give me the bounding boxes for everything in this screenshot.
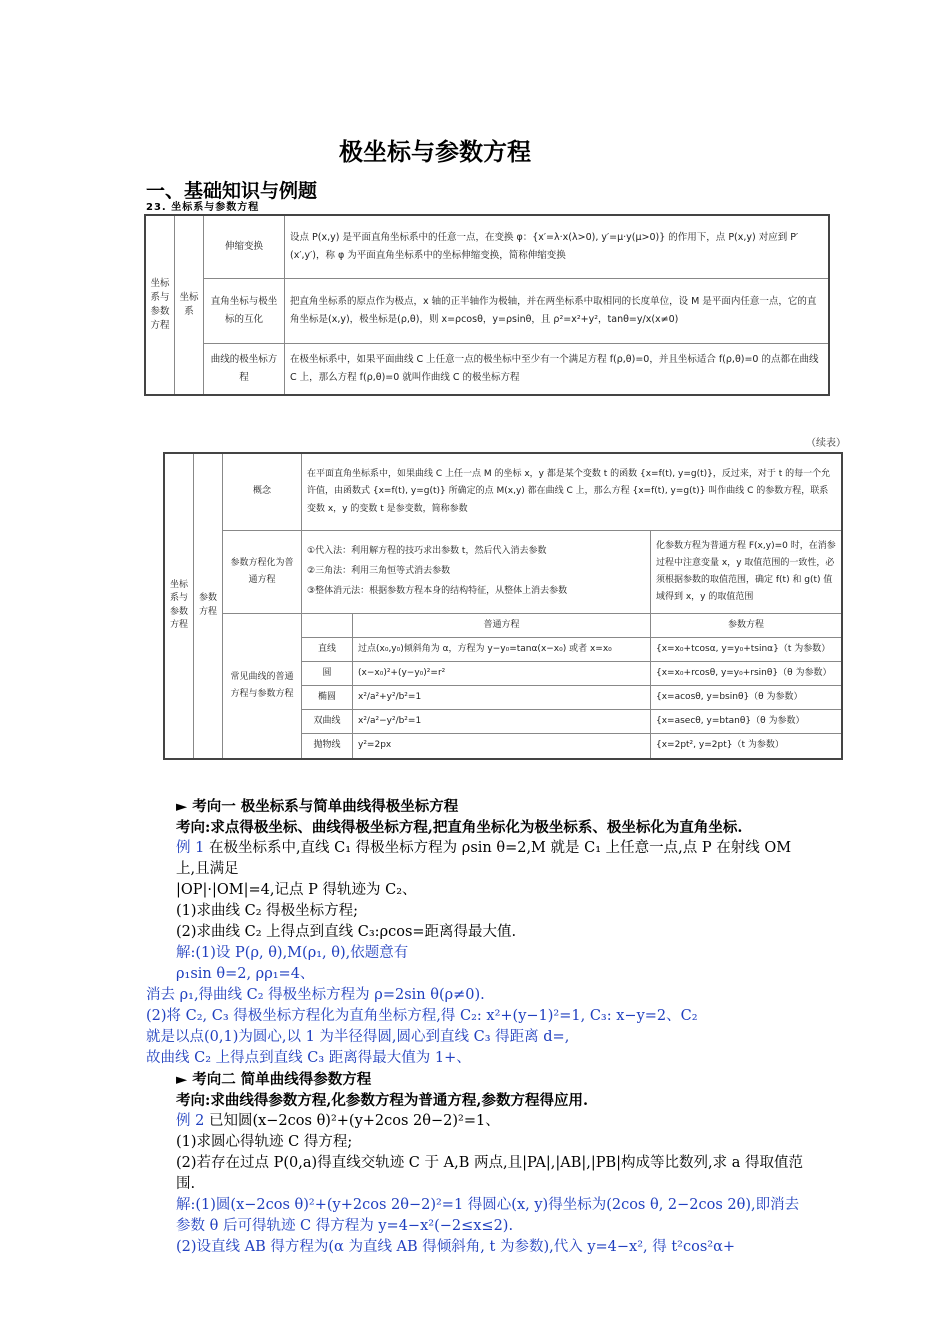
direction-1-title: ► 考向一 极坐标系与简单曲线得极坐标方程	[176, 798, 459, 815]
common-curves-label: 常见曲线的普通方程与参数方程	[223, 614, 302, 759]
table1-outer-label: 坐标系与参数方程	[145, 215, 175, 395]
solution-1-line: 就是以点(0,1)为圆心,以 1 为半径得圆,圆心到直线 C₃ 得距离 d=,	[146, 1029, 570, 1045]
solution-1-line: 解:(1)设 P(ρ, θ),M(ρ₁, θ),依题意有	[176, 945, 409, 961]
section-heading: 一、基础知识与例题	[146, 180, 318, 202]
solution-1-line: (2)将 C₂, C₃ 得极坐标方程化为直角坐标方程,得 C₂: x²+(y−1)²=1, C₃: x−y=2、C₂	[146, 1008, 698, 1024]
solution-2-line: (2)设直线 AB 得方程为(α 为直线 AB 得倾斜角, t 为参数),代入 y=4−x², 得 t²cos²α+	[176, 1239, 736, 1255]
curve-param: {x=x₀+tcosα, y=y₀+tsinα}（t 为参数）	[651, 638, 843, 662]
curve-normal: x²/a²+y²/b²=1	[353, 686, 651, 710]
example-2-question-1: (1)求圆心得轨迹 C 得方程;	[176, 1134, 353, 1150]
direction-2-title: ► 考向二 简单曲线得参数方程	[176, 1071, 372, 1088]
example-1-question-1: (1)求曲线 C₂ 得极坐标方程;	[176, 903, 359, 919]
example-2-question-2: (2)若存在过点 P(0,a)得直线交轨迹 C 于 A,B 两点,且|PA|,|AB|,|PB|构成等比数列,求 a 得取值范围.	[176, 1155, 804, 1192]
convert-method: ③整体消元法：根据参数方程本身的结构特征，从整体上消去参数	[307, 585, 568, 596]
page-title: 极坐标与参数方程	[339, 137, 531, 166]
row-content: 在极坐标系中，如果平面曲线 C 上任意一点的极坐标中至少有一个满足方程 f(ρ,θ)=0，并且坐标适合 f(ρ,θ)=0 的点都在曲线 C 上，那么方程 f(ρ,θ)=0 就叫作曲线 C 的极坐标方程	[285, 344, 830, 396]
curve-normal: x²/a²−y²/b²=1	[353, 710, 651, 734]
col-param: 参数方程	[651, 614, 843, 638]
direction-1-desc: 考向:求点得极坐标、曲线得极坐标方程,把直角坐标化为极坐标系、极坐标化为直角坐标.	[176, 819, 743, 836]
row-content: 把直角坐标系的原点作为极点，x 轴的正半轴作为极轴，并在两坐标系中取相同的长度单位，设 M 是平面内任意一点，它的直角坐标是(x,y)，极坐标是(ρ,θ)，则 x=ρcosθ，y=ρsinθ，且 ρ²=x²+y²，tanθ=y/x(x≠0)	[285, 279, 830, 344]
convert-note: 化参数方程为普通方程 F(x,y)=0 时，在消参过程中注意变量 x，y 取值范围的一致性，必须根据参数的取值范围，确定 f(t) 和 g(t) 值域得到 x，y 的取值范围	[651, 531, 843, 614]
coordinate-system-table	[144, 214, 830, 396]
table1-group-label: 坐标系	[175, 215, 204, 395]
col-normal: 普通方程	[353, 614, 651, 638]
continued-label: （续表）	[806, 438, 846, 449]
row-label: 伸缩变换	[204, 215, 285, 279]
concept-label: 概念	[223, 453, 302, 531]
curve-normal: 过点(x₀,y₀)倾斜角为 α，方程为 y−y₀=tanα(x−x₀) 或者 x=x₀	[353, 638, 651, 662]
parametric-equation-table	[163, 452, 843, 760]
solution-1-line: 故曲线 C₂ 上得点到直线 C₃ 距离得最大值为 1+、	[146, 1050, 471, 1066]
table-caption: 23. 坐标系与参数方程	[146, 202, 260, 213]
row-content: 设点 P(x,y) 是平面直角坐标系中的任意一点，在变换 φ：{x′=λ·x(λ>0), y′=μ·y(μ>0)} 的作用下，点 P(x,y) 对应到 P′(x′,y′)，称 φ 为平面直角坐标系中的坐标伸缩变换，简称伸缩变换	[285, 215, 830, 279]
curve-param: {x=acosθ, y=bsinθ}（θ 为参数）	[651, 686, 843, 710]
row-label: 曲线的极坐标方程	[204, 344, 285, 396]
body-text	[146, 796, 811, 1258]
concept-content: 在平面直角坐标系中，如果曲线 C 上任一点 M 的坐标 x，y 都是某个变数 t 的函数 {x=f(t), y=g(t)}，反过来，对于 t 的每一个允许值，由函数式 {x=f(t), y=g(t)} 所确定的点 M(x,y) 都在曲线 C 上，那么方程 {x=f(t), y=g(t)} 叫作曲线 C 的参数方程，联系变数 x，y 的变数 t 是参变数，简称参数	[302, 453, 843, 531]
convert-method: ②三角法：利用三角恒等式消去参数	[307, 566, 451, 577]
convert-method: ①代入法：利用解方程的技巧求出参数 t，然后代入消去参数	[307, 546, 547, 557]
solution-1-line: 消去 ρ₁,得曲线 C₂ 得极坐标方程为 ρ=2sin θ(ρ≠0).	[146, 987, 485, 1003]
table2-group-label: 参数方程	[194, 453, 223, 759]
curve-normal: (x−x₀)²+(y−y₀)²=r²	[353, 662, 651, 686]
row-label: 直角坐标与极坐标的互化	[204, 279, 285, 344]
example-1-label: 例 1	[176, 840, 205, 856]
direction-2-desc: 考向:求曲线得参数方程,化参数方程为普通方程,参数方程得应用.	[176, 1092, 588, 1109]
curve-param: {x=asecθ, y=btanθ}（θ 为参数）	[651, 710, 843, 734]
curve-normal: y²=2px	[353, 734, 651, 759]
table2-outer-label: 坐标系与参数方程	[164, 453, 194, 759]
solution-1-line: ρ₁sin θ=2, ρρ₁=4、	[176, 966, 315, 982]
example-1-question-2: (2)求曲线 C₂ 上得点到直线 C₃:ρcos=距离得最大值.	[176, 924, 517, 940]
curve-name: 圆	[302, 662, 353, 686]
convert-label: 参数方程化为普通方程	[223, 531, 302, 614]
solution-2-line: 解:(1)圆(x−2cos θ)²+(y+2cos 2θ−2)²=1 得圆心(x, y)得坐标为(2cos θ, 2−2cos 2θ),即消去参数 θ 后可得轨迹 C 得方程为 y=4−x²(−2≤x≤2).	[176, 1197, 800, 1234]
example-2-text: 已知圆(x−2cos θ)²+(y+2cos 2θ−2)²=1、	[208, 1113, 500, 1129]
curve-param: {x=2pt², y=2pt}（t 为参数）	[651, 734, 843, 759]
curve-name: 双曲线	[302, 710, 353, 734]
example-2-label: 例 2	[176, 1113, 205, 1129]
curve-name: 椭圆	[302, 686, 353, 710]
example-1-text: 在极坐标系中,直线 C₁ 得极坐标方程为 ρsin θ=2,M 就是 C₁ 上任意一点,点 P 在射线 OM 上,且满足	[176, 840, 792, 877]
example-1-condition: |OP|·|OM|=4,记点 P 得轨迹为 C₂、	[176, 882, 417, 898]
curve-name: 直线	[302, 638, 353, 662]
curve-name: 抛物线	[302, 734, 353, 759]
curve-param: {x=x₀+rcosθ, y=y₀+rsinθ}（θ 为参数）	[651, 662, 843, 686]
